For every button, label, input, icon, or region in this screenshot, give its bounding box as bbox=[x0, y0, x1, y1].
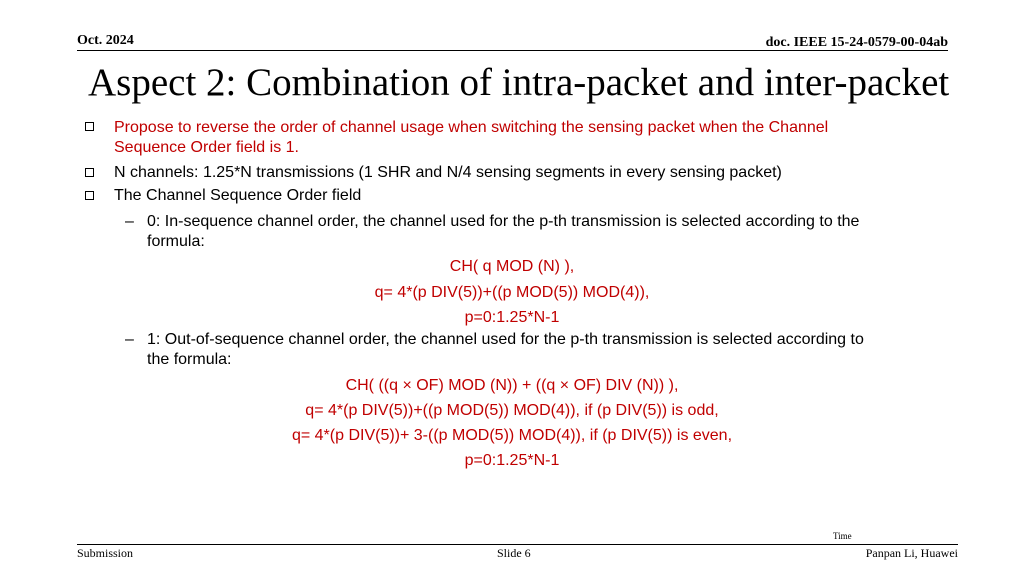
bullet-1-line-1: Propose to reverse the order of channel usage when switching the sensing packet when the Channel bbox=[114, 119, 829, 136]
header-divider bbox=[77, 50, 948, 51]
footer-slide-number: Slide 6 bbox=[497, 546, 531, 560]
checkbox-bullet-icon bbox=[85, 122, 94, 131]
footer-author: Panpan Li, Huawei bbox=[865, 546, 958, 560]
checkbox-bullet-icon bbox=[85, 168, 94, 177]
header-doc-id: doc. IEEE 15-24-0579-00-04ab bbox=[765, 35, 948, 50]
formula-line: q= 4*(p DIV(5))+((p MOD(5)) MOD(4)), if (p DIV(5)) is odd, bbox=[305, 402, 719, 419]
footer-divider bbox=[77, 544, 958, 545]
slide-title: Aspect 2: Combination of intra-packet and inter-packet bbox=[88, 61, 950, 104]
footer-submission: Submission bbox=[77, 546, 134, 560]
formula-line: q= 4*(p DIV(5))+ 3-((p MOD(5)) MOD(4)), if (p DIV(5)) is even, bbox=[291, 427, 733, 444]
time-label: Time bbox=[833, 531, 852, 541]
header-date: Oct. 2024 bbox=[77, 33, 134, 48]
formula-line: p=0:1.25*N-1 bbox=[464, 452, 560, 469]
sub-item-dash: – bbox=[125, 213, 134, 230]
sub-item-0-line-1: 0: In-sequence channel order, the channel used for the p-th transmission is selected according to the bbox=[147, 213, 860, 230]
formula-line: q= 4*(p DIV(5))+((p MOD(5)) MOD(4)), bbox=[374, 284, 650, 301]
formula-line: CH( q MOD (N) ), bbox=[449, 258, 575, 275]
sub-item-1-line-2: the formula: bbox=[147, 351, 232, 368]
formula-line: p=0:1.25*N-1 bbox=[464, 309, 560, 326]
sub-item-dash: – bbox=[125, 331, 134, 348]
bullet-1-line-2: Sequence Order field is 1. bbox=[114, 139, 299, 156]
formula-line: CH( ((q × OF) MOD (N)) + ((q × OF) DIV (N)) ), bbox=[345, 377, 679, 394]
checkbox-bullet-icon bbox=[85, 191, 94, 200]
bullet-3-line-1: The Channel Sequence Order field bbox=[114, 187, 362, 204]
bullet-2-line-1: N channels: 1.25*N transmissions (1 SHR and N/4 sensing segments in every sensing packet) bbox=[114, 164, 782, 181]
sub-item-0-line-2: formula: bbox=[147, 233, 205, 250]
sub-item-1-line-1: 1: Out-of-sequence channel order, the channel used for the p-th transmission is selected according to bbox=[147, 331, 864, 348]
